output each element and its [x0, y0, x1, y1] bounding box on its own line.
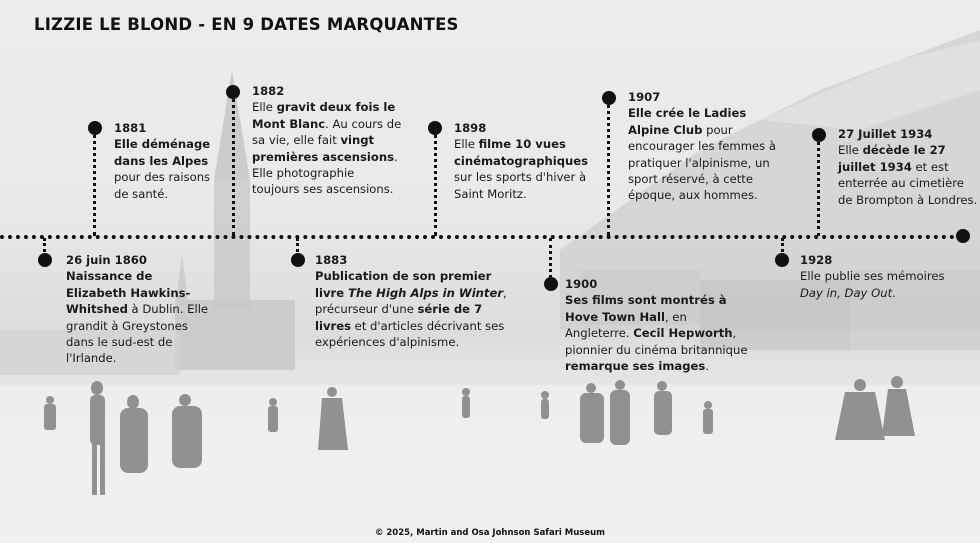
event-highlight: gravit deux fois le Mont Blanc — [252, 100, 396, 131]
timeline-dot-1907 — [602, 91, 616, 105]
page-title: LIZZIE LE BLOND - EN 9 DATES MARQUANTES — [34, 15, 459, 34]
event-1882 — [252, 83, 404, 198]
event-text: . Elle photographie toujours ses ascensions. — [252, 149, 398, 197]
event-highlight: Publication de son premier livre — [315, 269, 492, 300]
event-text: à Dublin. Elle grandit à Greystones dans le sud-est de l'Irlande. — [66, 302, 209, 366]
event-highlight: vingt premières ascensions — [252, 133, 395, 164]
event-text: . — [705, 359, 709, 374]
event-text: , précurseur d'une — [315, 285, 507, 317]
timeline-dot-1900 — [544, 277, 558, 291]
timeline-dot-1928 — [775, 253, 789, 267]
timeline-dot-1881 — [88, 121, 102, 135]
event-highlight: décède le 27 juillet 1934 — [838, 143, 946, 174]
timeline-stem — [434, 128, 437, 236]
event-text: et d'articles décrivant ses expériences d'alpinisme. — [315, 318, 505, 350]
event-1900 — [565, 276, 755, 374]
timeline-stem — [607, 98, 610, 236]
timeline-stem — [232, 92, 235, 236]
event-highlight: remarque ses images — [565, 359, 706, 374]
event-date: 1898 — [454, 121, 487, 135]
event-date: 1907 — [628, 90, 661, 104]
event-text: Elle publie ses mémoires — [800, 269, 945, 284]
event-date: 1900 — [565, 277, 598, 291]
event-text: et est enterrée au cimetière de Brompton à Londres. — [838, 159, 978, 207]
timeline-end-dot — [956, 229, 970, 243]
event-text: Elle — [454, 137, 479, 152]
book-title: The High Alps in Winter — [348, 285, 504, 300]
timeline-stem — [549, 238, 552, 278]
event-text: , en Angleterre. — [565, 309, 687, 341]
timeline-dot-1860 — [38, 253, 52, 267]
event-date: 26 juin 1860 — [66, 253, 147, 267]
event-text: Elle — [838, 143, 863, 158]
timeline-dot-1883 — [291, 253, 305, 267]
event-1883 — [315, 252, 520, 350]
event-text: pour des raisons de santé. — [114, 170, 211, 201]
copyright-credit: © 2025, Martin and Osa Johnson Safari Museum — [374, 528, 606, 538]
event-text: . Au cours de sa vie, elle fait — [252, 116, 402, 148]
event-highlight: Ses films sont montrés à Hove Town Hall — [565, 293, 727, 324]
event-date: 1881 — [114, 121, 147, 135]
event-1928 — [800, 252, 950, 301]
event-date: 27 Juillet 1934 — [838, 127, 933, 141]
event-date: 1882 — [252, 84, 285, 98]
event-1860 — [66, 252, 216, 367]
timeline-dot-1934 — [812, 128, 826, 142]
timeline-stem — [817, 135, 820, 236]
timeline-dot-1882 — [226, 85, 240, 99]
event-text: pour encourager les femmes à pratiquer l'alpinisme, un sport réservé, à cette époque, aux hommes. — [628, 122, 776, 203]
book-title: Day in, Day Out — [800, 285, 893, 300]
event-text: . — [892, 285, 896, 300]
event-text: Elle — [252, 100, 277, 115]
event-highlight: Naissance de Elizabeth Hawkins-Whitshed — [66, 269, 191, 317]
event-highlight: filme 10 vues cinématographiques — [454, 137, 589, 168]
event-1898 — [454, 120, 602, 202]
event-highlight: Cecil Hepworth — [633, 326, 733, 341]
event-text: sur les sports d'hiver à Saint Moritz. — [454, 170, 587, 201]
event-1907 — [628, 89, 778, 204]
timeline-dot-1898 — [428, 121, 442, 135]
event-text: , pionnier du cinéma britannique — [565, 326, 748, 357]
event-1881 — [114, 120, 226, 202]
event-highlight: série de 7 livres — [315, 302, 483, 333]
event-1934 — [838, 126, 978, 208]
event-date: 1928 — [800, 253, 833, 267]
event-highlight: Elle déménage dans les Alpes — [114, 137, 211, 168]
event-date: 1883 — [315, 253, 348, 267]
timeline-stem — [93, 128, 96, 236]
event-highlight: Elle crée le Ladies Alpine Club — [628, 106, 747, 137]
